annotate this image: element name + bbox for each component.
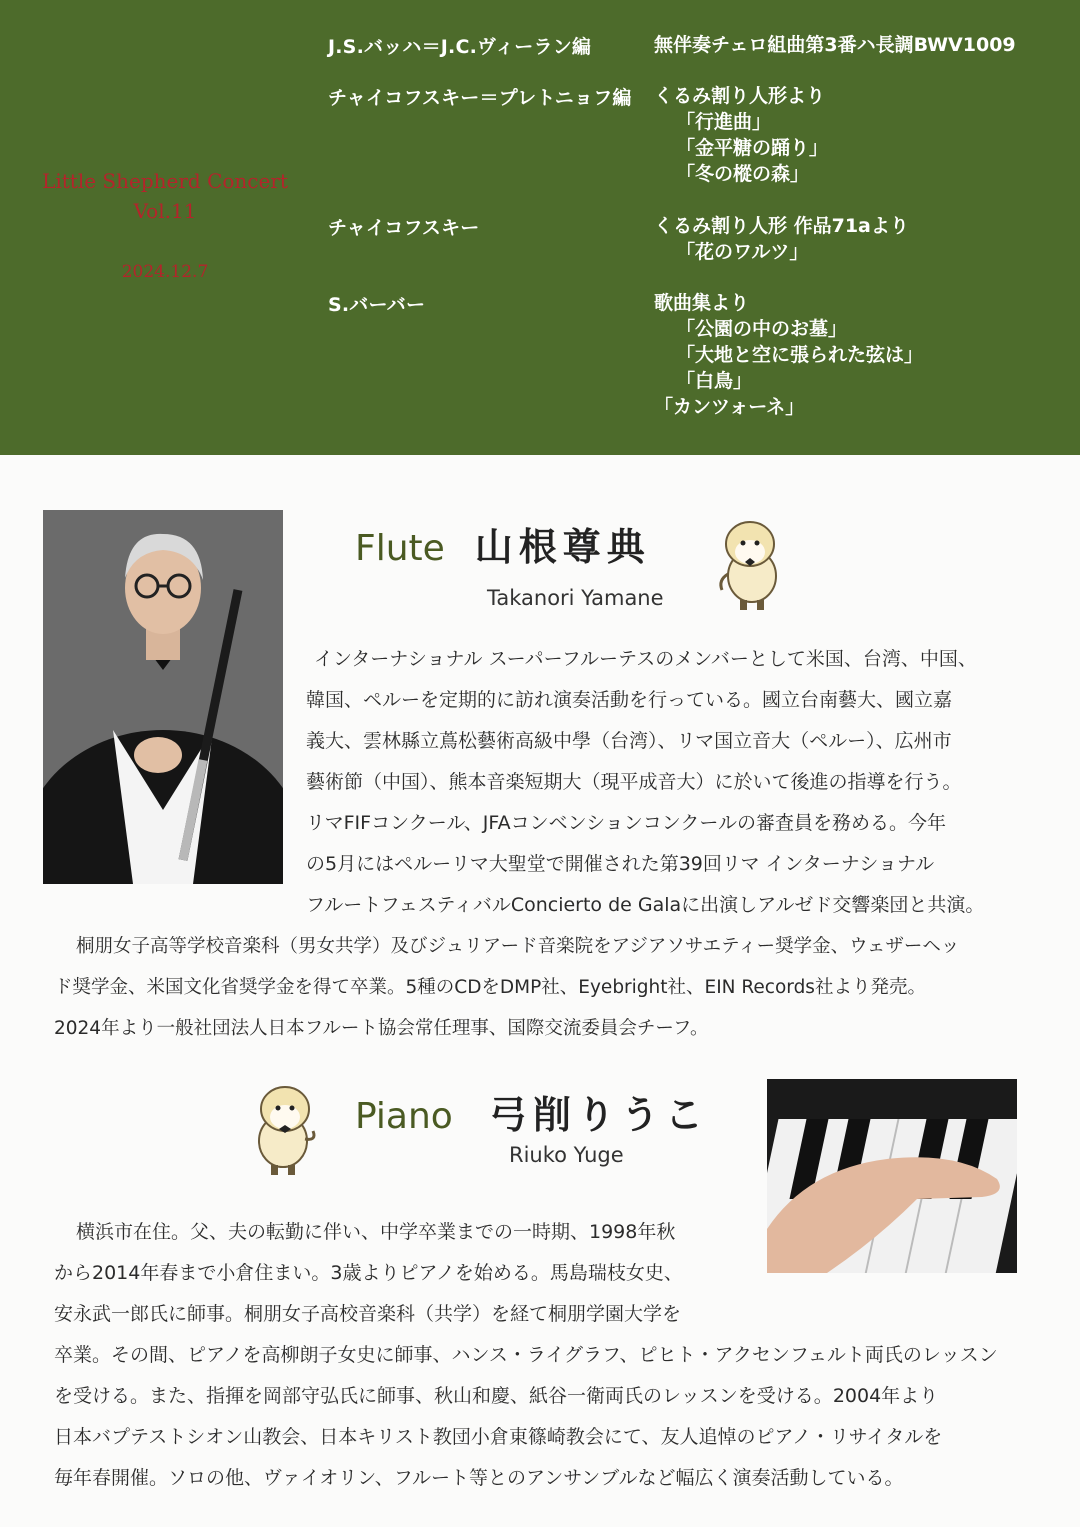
bio-line: 横浜市在住。父、夫の転勤に伴い、中学卒業までの一時期、1998年秋 (76, 1221, 676, 1243)
bio-line: の5月にはペルーリマ大聖堂で開催された第39回リマ インターナショナル (306, 853, 935, 875)
bio-line: 2024年より一般社団法人日本フルート協会常任理事、国際交流委員会チーフ。 (54, 1018, 709, 1039)
bio-line: 日本バプテストシオン山教会、日本キリスト教団小倉東篠崎教会にて、友人追悼のピアノ・リサイタルを (54, 1426, 943, 1448)
bio-line: 藝術節（中国）、熊本音楽短期大（現平成音大）に於いて後進の指導を行う。 (306, 771, 962, 793)
work-line: 「行進曲」 (676, 111, 772, 133)
work-line: 「大地と空に張られた弦は」 (676, 344, 924, 366)
flute-heading (355, 516, 651, 571)
instrument-label: Piano (355, 1096, 453, 1137)
work-line: 「花のワルツ」 (676, 241, 809, 263)
work (654, 290, 923, 420)
work-line: くるみ割り人形 作品71aより (654, 215, 909, 237)
performer-romaji: Takanori Yamane (487, 586, 664, 610)
composer: チャイコフスキー＝プレトニョフ編 (328, 87, 632, 109)
sheep-mascot-bowtie-icon (243, 1079, 323, 1179)
program-band (0, 0, 1080, 455)
concert-volume: Vol.11 (133, 199, 197, 223)
bio-line: 卒業。その間、ピアノを高柳朗子女史に師事、ハンス・ライグラフ、ピヒト・アクセンフェルト両氏のレッスン (54, 1344, 998, 1366)
sheep-mascot-icon (712, 514, 792, 614)
performer-name: 弓削りうこ (488, 1093, 709, 1137)
bio-line: 安永武一郎氏に師事。桐朋女子高校音楽科（共学）を経て桐朋学園大学を (54, 1303, 682, 1325)
work-line: 「カンツォーネ」 (654, 396, 805, 418)
work-line: 歌曲集より (654, 292, 750, 314)
concert-date: 2024.12.7 (121, 262, 209, 282)
concert-title-line1: Little Shepherd Concert (42, 169, 288, 193)
bio-line: 桐朋女子高等学校音楽科（男女共学）及びジュリアード音楽院をアジアソサエティー奨学金、ウェザーヘッ (76, 936, 960, 957)
work (654, 83, 828, 187)
work (654, 32, 1016, 58)
work (654, 213, 909, 265)
composer: S.バーバー (328, 294, 426, 316)
work-line: 「冬の樅の森」 (676, 163, 810, 185)
bio-line: 毎年春開催。ソロの他、ヴァイオリン、フルート等とのアンサンブルなど幅広く演奏活動している。 (54, 1467, 904, 1489)
flutist-photo (43, 510, 283, 884)
performer-romaji: Riuko Yuge (509, 1143, 624, 1167)
flute-bio-main (306, 639, 984, 926)
work-line: くるみ割り人形より (654, 85, 826, 107)
bio-line: インターナショナル スーパーフルーテスのメンバーとして米国、台湾、中国、 (314, 648, 977, 670)
work-line: 「白鳥」 (676, 370, 753, 392)
bio-line: 義大、雲林縣立蔦松藝術高級中學（台湾）、リマ国立音大（ペルー）、広州市 (306, 730, 952, 752)
concert-title (20, 166, 310, 226)
piano-heading (355, 1084, 709, 1139)
work-line: 無伴奏チェロ組曲第3番ハ長調BWV1009 (654, 34, 1016, 56)
work-line: 「公園の中のお墓」 (676, 318, 848, 340)
composer: チャイコフスキー (328, 217, 480, 239)
bio-line: リマFIFコンクール、JFAコンベンションコンクールの審査員を務める。今年 (306, 812, 946, 834)
instrument-label: Flute (355, 528, 445, 569)
bio-line: ド奨学金、米国文化省奨学金を得て卒業。5種のCDをDMP社、Eyebright社、EIN Records社より発売。 (54, 977, 926, 998)
piano-bio (54, 1212, 998, 1499)
work-line: 「金平糖の踊り」 (676, 137, 829, 159)
bio-line: フルートフェスティバルConcierto de Galaに出演しアルゼド交響楽団と共演。 (306, 894, 985, 916)
bio-line: から2014年春まで小倉住まい。3歳よりピアノを始める。馬島瑞枝女史、 (54, 1262, 683, 1284)
flute-bio-wide (54, 926, 959, 1049)
composer: J.S.バッハ＝J.C.ヴィーラン編 (328, 36, 592, 58)
bio-line: を受ける。また、指揮を岡部守弘氏に師事、秋山和慶、紙谷一衛両氏のレッスンを受ける。2004年より (54, 1385, 939, 1407)
bio-line: 韓国、ペルーを定期的に訪れ演奏活動を行っている。國立台南藝大、國立嘉 (306, 689, 953, 711)
performer-name: 山根尊典 (474, 525, 651, 569)
